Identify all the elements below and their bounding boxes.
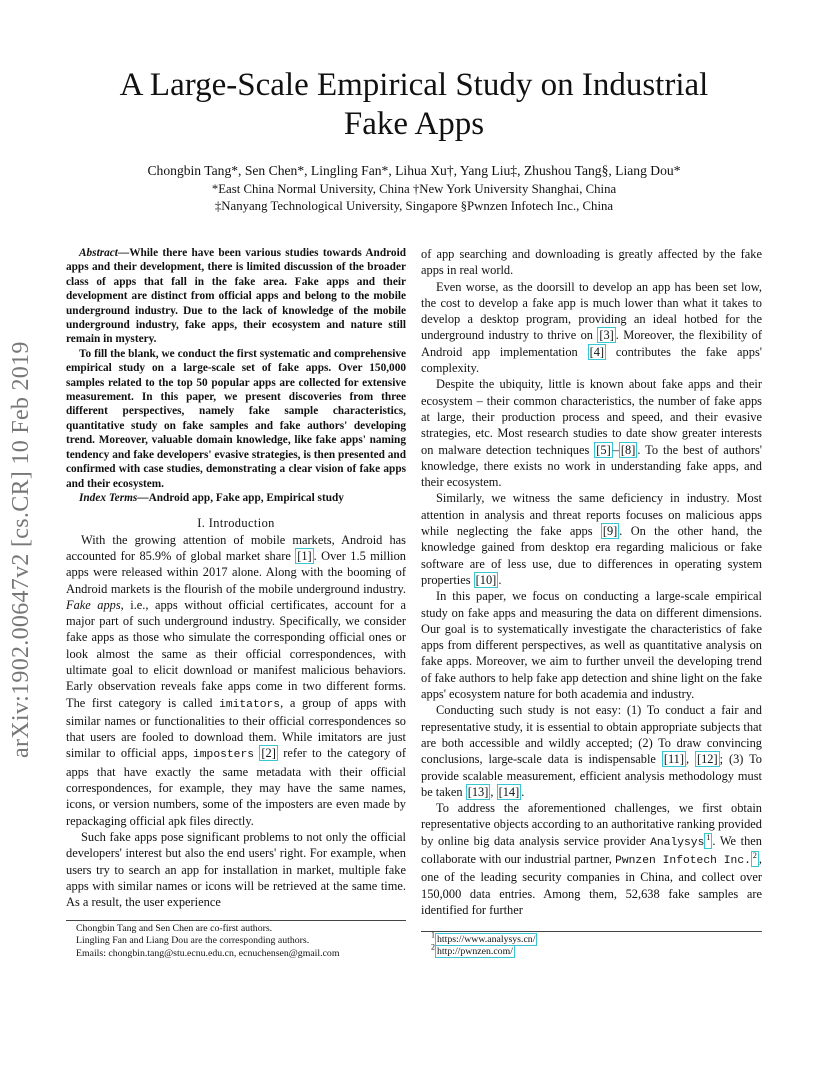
text-run: , xyxy=(686,752,695,767)
affiliation-line-2: ‡Nanyang Technological University, Singapore §Pwnzen Infotech Inc., China xyxy=(214,199,614,213)
affiliation-line-1: *East China Normal University, China †New York University Shanghai, China xyxy=(211,182,617,196)
text-run: . We then collaborate with our industrial partner, xyxy=(421,833,762,866)
intro-paragraph-8 xyxy=(421,800,762,918)
footnote-number: 2 xyxy=(431,943,435,953)
section-heading-introduction: I. Introduction xyxy=(197,516,275,531)
text-run: . xyxy=(498,572,502,587)
text-run: With the growing attention of mobile markets, Android has accounted for 85.9% of global market share xyxy=(66,532,406,563)
term-pwnzen: Pwnzen Infotech Inc. xyxy=(615,854,751,867)
text-run: contributes the fake apps' complexity. xyxy=(421,344,763,376)
term-fake-apps: Fake apps xyxy=(66,597,121,612)
citation-link[interactable]: [4] xyxy=(589,344,605,359)
right-column xyxy=(421,246,762,918)
footnote-corresponding: Lingling Fan and Liang Dou are the corresponding authors. xyxy=(76,935,310,947)
intro-paragraph-4 xyxy=(421,376,762,490)
text-run: . On the other hand, the knowledge gained from desktop era regarding malicious or fake software are of less use, due to differences in operating system properties xyxy=(421,524,762,587)
text-run: refer to the category of apps that have exactly the same metadata with their official correspondences, for example, they may have the same names, icons, or version numbers, some of the imposters are even made by repackaging official apk files directly. xyxy=(66,746,406,828)
citation-link[interactable]: [13] xyxy=(467,784,489,799)
title-line-2: Fake Apps xyxy=(343,106,485,142)
abstract-paragraph-1: —While there have been various studies towards Android apps and their development, there is limited discussion of the broader class of apps that fall in the fake area. Fake apps and their development are distinct from official apps and belong to the mobile underground industry. Due to the lack of knowledge of the mobile underground industry, fake apps, their ecosystem and nature still remain in mystery. xyxy=(66,247,406,346)
author-list: Chongbin Tang*, Sen Chen*, Lingling Fan*, Lihua Xu†, Yang Liu‡, Zhushou Tang§, Liang Dou* xyxy=(147,163,681,178)
abstract-label: Abstract xyxy=(79,247,118,259)
left-column xyxy=(66,246,406,910)
citation-link[interactable]: [11] xyxy=(663,752,684,767)
citation-link[interactable]: [8] xyxy=(620,442,636,457)
text-run: Even worse, as the doorsill to develop an app has been set low, the cost to develop a fake app is much lower than what it takes to develop a desktop program, providing an ideal hotbed for the underground industry to thrive on xyxy=(421,279,762,343)
intro-paragraph-2: Such fake apps pose significant problems to not only the official developers' interest but also the end users' right. For example, when users try to search an app for installation in market, multiple fake apps with similar names or icons will be retrieved at the same time. As a result, the user experience xyxy=(66,829,406,910)
title-line-1: A Large-Scale Empirical Study on Industrial xyxy=(119,67,709,103)
text-run: To address the aforementioned challenges, we first obtain representative objects according to an authoritative ranking provided by online big data analysis service provider xyxy=(421,801,762,848)
term-analysys: Analysys xyxy=(650,836,705,849)
text-run: Despite the ubiquity, little is known about fake apps and their ecosystem – their common characteristics, the number of fake apps at large, their production process and speed, and their evasive strategies, etc. Most research studies to date show greater interests on malware detection techniques xyxy=(421,377,762,457)
text-run: . To the best of authors' knowledge, there exists no work in understanding fake apps, and their ecosystem. xyxy=(421,442,762,490)
abstract xyxy=(66,246,406,505)
text-run: . Moreover, the flexibility of Android app implementation xyxy=(421,328,762,359)
text-run: , one of the leading security companies in China, and collect over 150,000 data entries. Among them, 52,638 fake samples are identified for further xyxy=(421,851,762,917)
footnote-url-pwnzen[interactable]: http://pwnzen.com/ xyxy=(437,946,513,958)
index-terms-label: Index Terms xyxy=(79,491,138,504)
term-imposters: imposters xyxy=(193,749,255,762)
text-run: Similarly, we witness the same deficiency in industry. Most attention in analysis and threat reports focuses on malicious apps while neglecting the fake apps xyxy=(421,491,762,539)
text-run: Conducting such study is not easy: (1) To conduct a fair and representative study, it is essential to obtain appropriate subjects that are both accessible and wildly accepted; (2) To draw convincing conclusions, large-scale data is indispensable xyxy=(421,703,762,767)
citation-link[interactable]: [10] xyxy=(475,572,497,587)
text-run: . xyxy=(521,784,525,799)
footnote-number: 1 xyxy=(431,930,435,940)
footnote-rule-right xyxy=(421,931,762,932)
intro-paragraph-3 xyxy=(421,279,762,377)
index-terms: —Android app, Fake app, Empirical study xyxy=(137,491,344,504)
citation-link[interactable]: [3] xyxy=(599,328,614,343)
footnote-ref-2[interactable] xyxy=(751,851,759,867)
citation-link[interactable]: [9] xyxy=(602,524,618,539)
text-run: . Over 1.5 million apps were released within 2017 alone. Along with the booming of Android markets is the flourish of the mobile underground industry. xyxy=(66,548,406,596)
footnote-ref-number: 1 xyxy=(706,832,711,842)
arxiv-identifier: arXiv:1902.00647v2 [cs.CR] 10 Feb 2019 xyxy=(8,341,34,758)
footnote-url-analysys[interactable]: https://www.analysys.cn/ xyxy=(437,934,536,945)
citation-link[interactable]: [5] xyxy=(596,442,611,457)
footnotes-left xyxy=(76,923,406,960)
text-run: – xyxy=(612,442,619,457)
citation-link[interactable]: [12] xyxy=(696,752,718,767)
footnotes-right xyxy=(431,930,761,959)
intro-paragraph-6: In this paper, we focus on conducting a large-scale empirical study on fake apps and measuring the data on different dimensions. Our goal is to systematically investigate the characteristics of fake apps from different perspectives, as well as quantitative analysis on fake apps. Moreover, we aim to further unveil the developing trend of fake authors to help fake app detection and shine light on the fake apps' ecosystem nature for both academia and industry. xyxy=(421,589,762,702)
citation-link[interactable]: [2] xyxy=(261,746,276,761)
term-imitators: imitators xyxy=(219,698,281,711)
paper-title xyxy=(0,66,828,144)
intro-paragraph-5 xyxy=(421,490,762,588)
footnote-cofirst: Chongbin Tang and Sen Chen are co-first authors. xyxy=(76,923,273,934)
text-run: , i.e., apps without official certificates, account for a major part of such underground industry. Specifically, we consider fake apps as those who simulate the corresponding official ones or look almost the same as their official correspondences, with ultimate goal to elicit download or manifest malicious behaviors. Early observation reveals fake apps come in two different forms. The first category is called xyxy=(66,597,406,710)
intro-paragraph-1 xyxy=(66,532,406,829)
intro-paragraph-7 xyxy=(421,702,762,800)
abstract-paragraph-2: To fill the blank, we conduct the first systematic and comprehensive empirical study on a large-scale set of fake apps. Over 150,000 samples related to the top 50 popular apps are collected for extensive measurement. In this paper, we present discoveries from three different perspectives, namely fake sample characteristics, quantitative study on fake samples and fake authors' developing trend. Moreover, valuable domain knowledge, like fake apps' naming tendency and fake developers' evasive strategies, is then presented and confirmed with case studies, demonstrating a clear vision of fake apps and their ecosystem. xyxy=(66,347,406,490)
footnote-ref-number: 2 xyxy=(752,850,757,860)
citation-link[interactable]: [1] xyxy=(297,548,312,563)
text-run: , a group of apps with similar names or functionalities to their official correspondences so that users are fooled to download them. While imitators are just similar to official apps, xyxy=(66,695,406,761)
intro-paragraph-2-cont: of app searching and downloading is greatly affected by the fake apps in real world. xyxy=(421,247,762,278)
footnote-rule-left xyxy=(66,920,406,921)
text-run: , xyxy=(490,784,497,799)
citation-link[interactable]: [14] xyxy=(498,784,520,799)
footnote-emails: Emails: chongbin.tang@stu.ecnu.edu.cn, ecnuchensen@gmail.com xyxy=(76,947,340,959)
text-run: ; (3) To provide scalable measurement, efficient analysis methodology must be taken xyxy=(421,752,762,799)
